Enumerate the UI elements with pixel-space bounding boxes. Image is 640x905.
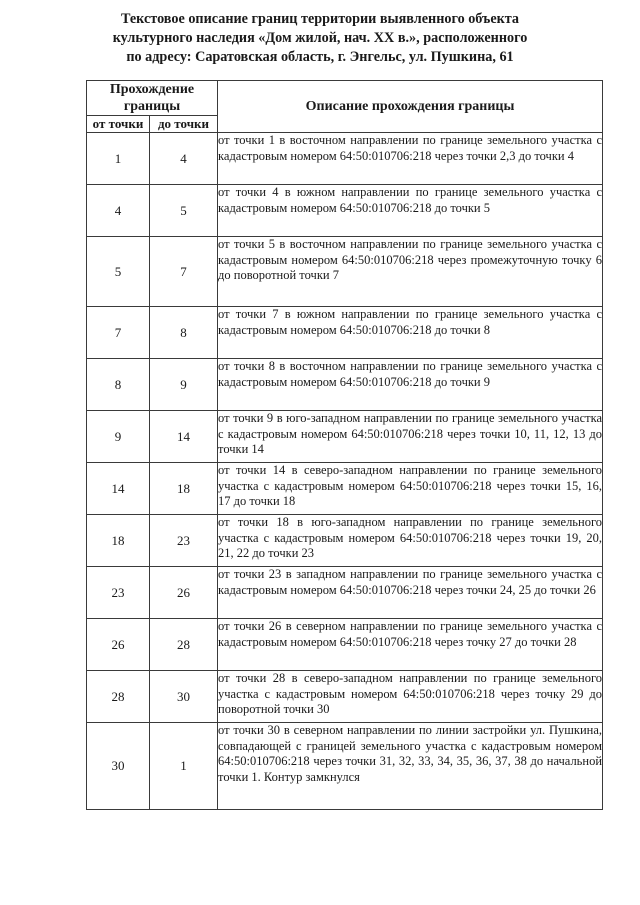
from-point-cell: 23 bbox=[87, 567, 150, 619]
to-point-cell: 5 bbox=[150, 185, 218, 237]
from-point-cell: 26 bbox=[87, 619, 150, 671]
description-cell: от точки 30 в северном направлении по линии застройки ул. Пушкина, совпадающей с границей земельного участка с кадастровым номером 64:50:010706:218 через точки 31, 32, 33, 34, 35, 36, 37, 38 до начальной точки 1. Контур замкнулся bbox=[218, 723, 603, 810]
title-line: Текстовое описание границ территории выявленного объекта bbox=[120, 11, 520, 27]
to-point-cell: 8 bbox=[150, 307, 218, 359]
description-cell: от точки 8 в восточном направлении по границе земельного участка с кадастровым номером 64:50:010706:218 до точки 9 bbox=[218, 359, 603, 411]
from-point-cell: 8 bbox=[87, 359, 150, 411]
to-point-cell: 26 bbox=[150, 567, 218, 619]
from-point-cell: 4 bbox=[87, 185, 150, 237]
title-line: культурного наследия «Дом жилой, нач. XX в.», расположенного bbox=[112, 30, 528, 46]
description-cell: от точки 1 в восточном направлении по границе земельного участка с кадастровым номером 64:50:010706:218 через точки 2,3 до точки 4 bbox=[218, 133, 603, 185]
from-point-cell: 1 bbox=[87, 133, 150, 185]
from-point-cell: 30 bbox=[87, 723, 150, 810]
table-row bbox=[87, 307, 603, 359]
table-row bbox=[87, 133, 603, 185]
document-title bbox=[60, 10, 580, 67]
table-row bbox=[87, 411, 603, 463]
description-cell: от точки 9 в юго-западном направлении по границе земельного участка с кадастровым номером 64:50:010706:218 через точки 10, 11, 12, 13 до точки 14 bbox=[218, 411, 603, 463]
header-description: Описание прохождения границы bbox=[218, 81, 603, 133]
to-point-cell: 14 bbox=[150, 411, 218, 463]
description-cell: от точки 4 в южном направлении по границе земельного участка с кадастровым номером 64:50:010706:218 до точки 5 bbox=[218, 185, 603, 237]
table-row bbox=[87, 185, 603, 237]
to-point-cell: 7 bbox=[150, 237, 218, 307]
table-row bbox=[87, 515, 603, 567]
description-cell: от точки 14 в северо-западном направлении по границе земельного участка с кадастровым номером 64:50:010706:218 через точки 15, 16, 17 до точки 18 bbox=[218, 463, 603, 515]
table-row bbox=[87, 237, 603, 307]
header-from-point: от точки bbox=[87, 116, 150, 133]
table-body bbox=[87, 133, 603, 810]
title-line: по адресу: Саратовская область, г. Энгельс, ул. Пушкина, 61 bbox=[126, 49, 514, 65]
table-row bbox=[87, 463, 603, 515]
description-cell: от точки 5 в восточном направлении по границе земельного участка с кадастровым номером 64:50:010706:218 через промежуточную точку 6 до поворотной точки 7 bbox=[218, 237, 603, 307]
table-row bbox=[87, 619, 603, 671]
description-cell: от точки 7 в южном направлении по границе земельного участка с кадастровым номером 64:50:010706:218 до точки 8 bbox=[218, 307, 603, 359]
to-point-cell: 4 bbox=[150, 133, 218, 185]
header-to-point: до точки bbox=[150, 116, 218, 133]
table-row bbox=[87, 671, 603, 723]
to-point-cell: 23 bbox=[150, 515, 218, 567]
table-row bbox=[87, 359, 603, 411]
to-point-cell: 28 bbox=[150, 619, 218, 671]
from-point-cell: 28 bbox=[87, 671, 150, 723]
from-point-cell: 14 bbox=[87, 463, 150, 515]
description-cell: от точки 23 в западном направлении по границе земельного участка с кадастровым номером 64:50:010706:218 через точки 24, 25 до точки 26 bbox=[218, 567, 603, 619]
header-boundary-passage: Прохождение границы bbox=[87, 81, 218, 116]
to-point-cell: 30 bbox=[150, 671, 218, 723]
description-cell: от точки 28 в северо-западном направлении по границе земельного участка с кадастровым номером 64:50:010706:218 через точку 29 до поворотной точки 30 bbox=[218, 671, 603, 723]
table-row bbox=[87, 723, 603, 810]
from-point-cell: 5 bbox=[87, 237, 150, 307]
table-row bbox=[87, 567, 603, 619]
boundary-table bbox=[86, 80, 603, 810]
to-point-cell: 1 bbox=[150, 723, 218, 810]
to-point-cell: 9 bbox=[150, 359, 218, 411]
from-point-cell: 9 bbox=[87, 411, 150, 463]
description-cell: от точки 26 в северном направлении по границе земельного участка с кадастровым номером 64:50:010706:218 через точку 27 до точки 28 bbox=[218, 619, 603, 671]
from-point-cell: 18 bbox=[87, 515, 150, 567]
description-cell: от точки 18 в юго-западном направлении по границе земельного участка с кадастровым номером 64:50:010706:218 через точки 19, 20, 21, 22 до точки 23 bbox=[218, 515, 603, 567]
to-point-cell: 18 bbox=[150, 463, 218, 515]
from-point-cell: 7 bbox=[87, 307, 150, 359]
